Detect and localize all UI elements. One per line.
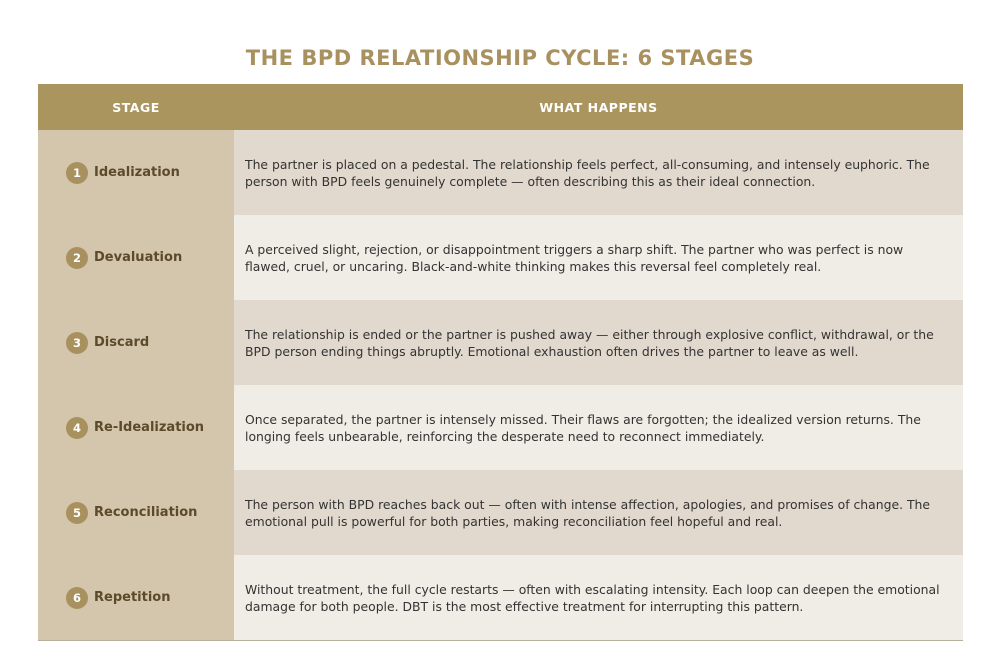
table-row	[38, 215, 963, 300]
stage-number-badge: 6	[66, 587, 88, 609]
stage-cell	[38, 215, 234, 300]
table-row	[38, 555, 963, 640]
stage-description: The relationship is ended or the partner is pushed away — either through explosive conflict, withdrawal, or the BPD person ending things abruptly. Emotional exhaustion often drives the partner to leave as well.	[234, 300, 963, 385]
stage-description: The person with BPD reaches back out — often with intense affection, apologies, and promises of change. The emotional pull is powerful for both parties, making reconciliation feel hopeful and real.	[234, 470, 963, 555]
stage-cell	[38, 300, 234, 385]
stages-table	[38, 84, 963, 641]
stage-name: Re-Idealization	[94, 420, 205, 435]
stage-number-badge: 4	[66, 417, 88, 439]
stage-cell	[38, 130, 234, 215]
stage-description: The partner is placed on a pedestal. The relationship feels perfect, all-consuming, and intensely euphoric. The person with BPD feels genuinely complete — often describing this as their ideal connection.	[234, 130, 963, 215]
stage-cell	[38, 385, 234, 470]
stage-name: Devaluation	[94, 250, 183, 265]
table-row	[38, 130, 963, 215]
page-title: THE BPD RELATIONSHIP CYCLE: 6 STAGES	[245, 46, 755, 70]
table-row	[38, 470, 963, 555]
table-header	[38, 84, 963, 130]
table-row	[38, 385, 963, 470]
stage-name: Reconciliation	[94, 505, 198, 520]
stage-cell	[38, 555, 234, 640]
stage-number-badge: 5	[66, 502, 88, 524]
stage-cell	[38, 470, 234, 555]
stage-name: Idealization	[94, 165, 180, 180]
stage-description: A perceived slight, rejection, or disappointment triggers a sharp shift. The partner who was perfect is now flawed, cruel, or uncaring. Black-and-white thinking makes this reversal feel completely real.	[234, 215, 963, 300]
table-row	[38, 300, 963, 385]
stage-number-badge: 2	[66, 247, 88, 269]
stage-name: Repetition	[94, 590, 171, 605]
stage-number-badge: 1	[66, 162, 88, 184]
header-stage: STAGE	[112, 99, 160, 115]
stage-number-badge: 3	[66, 332, 88, 354]
stage-description: Once separated, the partner is intensely missed. Their flaws are forgotten; the idealized version returns. The longing feels unbearable, reinforcing the desperate need to reconnect immediately.	[234, 385, 963, 470]
header-what-happens: WHAT HAPPENS	[539, 99, 658, 115]
stage-name: Discard	[94, 335, 150, 350]
stage-description: Without treatment, the full cycle restarts — often with escalating intensity. Each loop can deepen the emotional damage for both people. DBT is the most effective treatment for interrupting this pattern.	[234, 555, 963, 640]
